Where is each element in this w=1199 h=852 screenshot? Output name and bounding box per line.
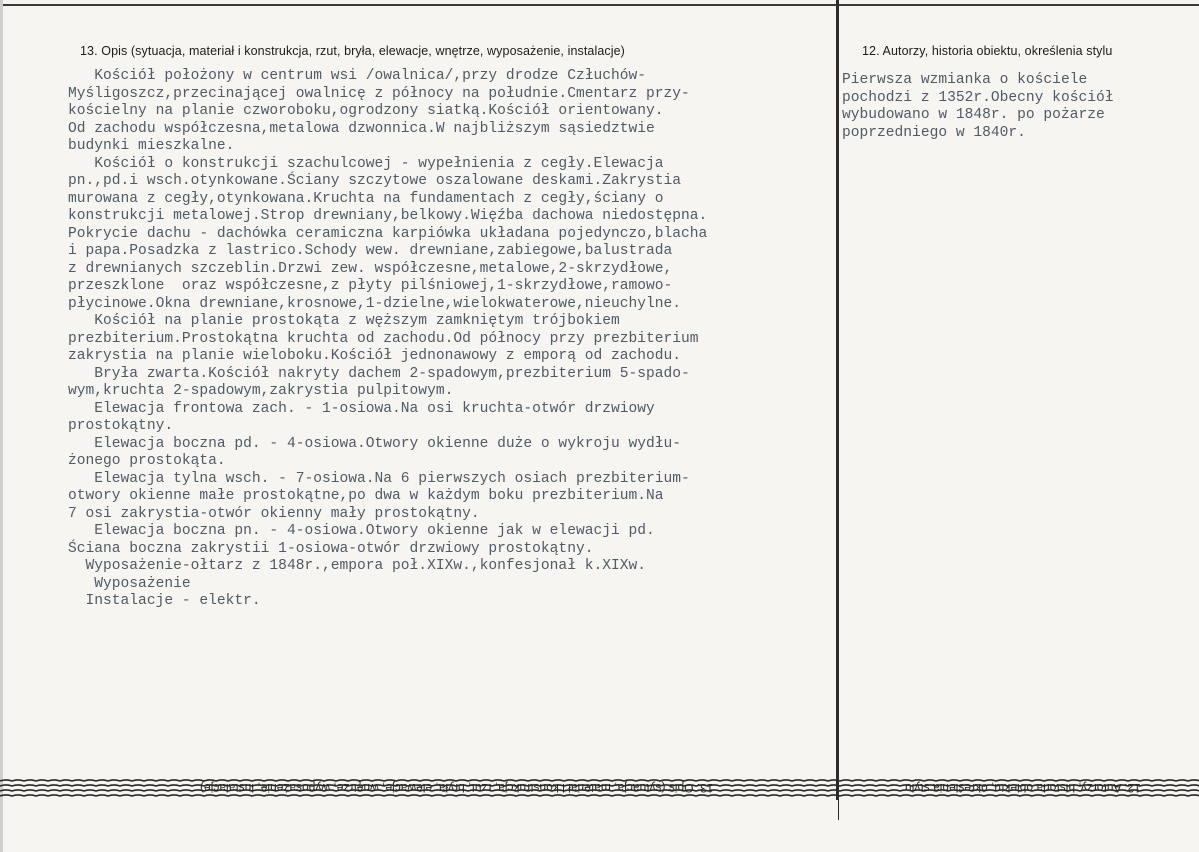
description-line: kościelny na planie czworoboku,ogrodzony siatką.Kościół orientowany. <box>68 103 664 119</box>
description-line: Kościół na planie prostokąta z węższym zamkniętym trójbokiem <box>68 313 620 329</box>
description-line: Instalacje - elektr. <box>68 593 261 609</box>
description-line: żonego prostokąta. <box>68 453 226 469</box>
description-line: Elewacja frontowa zach. - 1-osiowa.Na osi kruchta-otwór drzwiowy <box>68 400 655 417</box>
history-line: pochodzi z 1352r.Obecny kościół <box>842 89 1114 106</box>
description-heading: 13. Opis (sytuacja, materiał i konstrukcja, rzut, bryła, elewacje, wnętrze, wyposażenie, instalacje) <box>80 44 625 58</box>
description-line: otwory okienne małe prostokątne,po dwa w każdym boku prezbiterium.Na <box>68 488 664 504</box>
description-line: 7 osi zakrystia-otwór okienny mały prostokątny. <box>68 505 480 522</box>
description-line: pn.,pd.i wsch.otynkowane.Ściany szczytowe oszalowane deskami.Zakrystia <box>68 173 682 189</box>
history-line: wybudowano w 1848r. po pożarze <box>842 107 1105 123</box>
description-line: Od zachodu współczesna,metalowa dzwonnica.W najbliższym sąsiedztwie <box>68 120 655 137</box>
description-line: i papa.Posadzka z lastrico.Schody wew. drewniane,zabiegowe,balustrada <box>68 243 673 259</box>
description-line: Bryła zwarta.Kościół nakryty dachem 2-spadowym,prezbiterium 5-spado- <box>68 365 690 382</box>
left-border <box>0 0 3 852</box>
history-line: poprzedniego w 1840r. <box>842 124 1026 141</box>
description-line: zakrystia na planie wieloboku.Kościół jednonawowy z emporą od zachodu. <box>68 348 682 364</box>
column-divider <box>836 0 839 800</box>
description-line: Pokrycie dachu - dachówka ceramiczna karpiówka układana pojedynczo,blacha <box>68 225 708 242</box>
description-line: płycinowe.Okna drewniane,krosnowe,1-dzielne,wielokwaterowe,nieuchylne. <box>68 295 682 312</box>
top-border <box>0 4 1199 6</box>
description-line: Myśligoszcz,przecinającej owalnicę z północy na południe.Cmentarz przy- <box>68 85 690 102</box>
description-line: murowana z cegły,otynkowana.Kruchta na fundamentach z cegły,ściany o <box>68 190 664 207</box>
mirrored-description-heading: 13. Opis (sytuacja, materiał i konstrukcja, rzut, bryła, elewacje, wnętrze, wyposażenie, instalacje) <box>200 781 714 795</box>
description-line: Ściana boczna zakrystii 1-osiowa-otwór drzwiowy prostokątny. <box>68 540 594 557</box>
description-line: prostokątny. <box>68 418 174 434</box>
history-heading: 12. Autorzy, historia obiektu, określenia stylu <box>862 44 1113 58</box>
history-line: Pierwsza wzmianka o kościele <box>842 72 1088 88</box>
description-line: przeszklone oraz współczesne,z płyty pilśniowej,1-skrzydłowe,ramowo- <box>68 278 673 294</box>
description-line: Elewacja boczna pd. - 4-osiowa.Otwory okienne duże o wykroju wydłu- <box>68 435 682 452</box>
description-line: prezbiterium.Prostokątna kruchta od zachodu.Od północy przy prezbiterium <box>68 330 699 347</box>
description-line: Wyposażenie-ołtarz z 1848r.,empora poł.XIXw.,konfesjonał k.XIXw. <box>68 558 647 574</box>
description-line: wym,kruchta 2-spadowym,zakrystia pulpitowym. <box>68 383 454 399</box>
description-line: Elewacja tylna wsch. - 7-osiowa.Na 6 pierwszych osiach prezbiterium- <box>68 470 690 487</box>
description-line: budynki mieszkalne. <box>68 138 235 154</box>
mirrored-history-heading: 12. Autorzy, historia obiektu, określenia stylu <box>905 781 1141 795</box>
description-line: konstrukcji metalowej.Strop drewniany,belkowy.Więźba dachowa niedostępna. <box>68 208 708 224</box>
description-line: Kościół położony w centrum wsi /owalnica/,przy drodze Człuchów- <box>68 68 647 84</box>
description-line: z drewnianych szczeblin.Drzwi zew. współczesne,metalowe,2-skrzydłowe, <box>68 260 673 277</box>
description-line: Wyposażenie <box>68 575 191 592</box>
description-line: Kościół o konstrukcji szachulcowej - wypełnienia z cegły.Elewacja <box>68 155 664 172</box>
description-text <box>68 68 707 611</box>
description-line: Elewacja boczna pn. - 4-osiowa.Otwory okienne jak w elewacji pd. <box>68 523 655 539</box>
history-text <box>842 72 1114 142</box>
